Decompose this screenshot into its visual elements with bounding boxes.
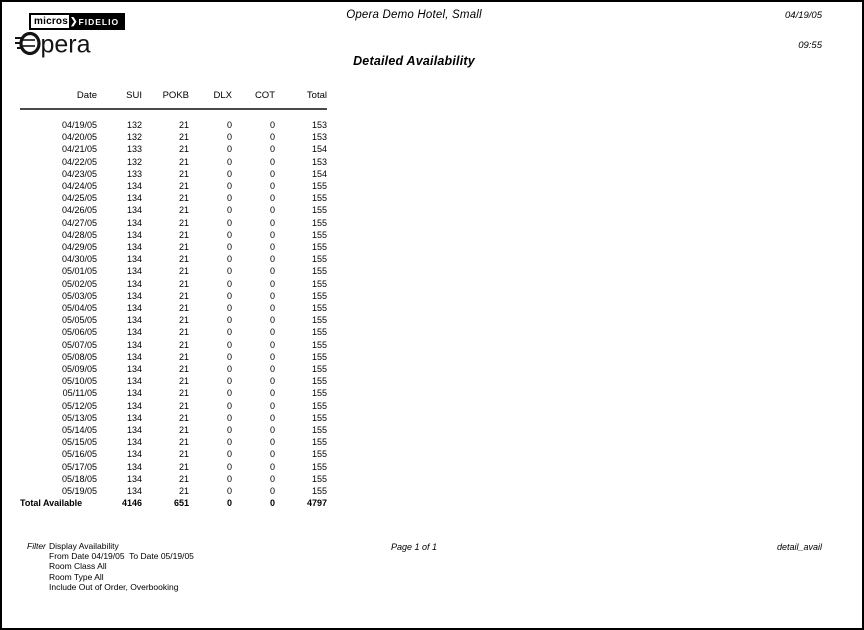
- table-row: [20, 229, 327, 241]
- value-cell: 134: [126, 229, 142, 240]
- value-cell: 0: [226, 217, 232, 228]
- value-cell: 155: [311, 193, 327, 204]
- date-cell: 05/03/05: [61, 290, 97, 301]
- value-cell: 21: [178, 315, 189, 326]
- value-cell: 0: [226, 278, 232, 289]
- page-title: Detailed Availability: [353, 54, 475, 68]
- value-cell: 134: [126, 364, 142, 375]
- value-cell: 0: [226, 254, 232, 265]
- value-cell: 155: [311, 205, 327, 216]
- value-cell: 21: [178, 132, 189, 143]
- total-row: [20, 497, 327, 509]
- availability-table: [20, 86, 327, 510]
- date-cell: 05/18/05: [61, 473, 97, 484]
- value-cell: 0: [269, 156, 275, 167]
- value-cell: 21: [178, 388, 189, 399]
- hotel-name: Opera Demo Hotel, Small: [346, 9, 482, 21]
- value-cell: 0: [269, 168, 275, 179]
- value-cell: 0: [226, 205, 232, 216]
- date-cell: 05/10/05: [61, 376, 97, 387]
- value-cell: 155: [311, 242, 327, 253]
- value-cell: 134: [126, 254, 142, 265]
- value-cell: 134: [126, 376, 142, 387]
- value-cell: 155: [311, 376, 327, 387]
- value-cell: 21: [178, 364, 189, 375]
- value-cell: 134: [126, 193, 142, 204]
- value-cell: 155: [311, 351, 327, 362]
- value-cell: 0: [269, 290, 275, 301]
- value-cell: 0: [226, 400, 232, 411]
- value-cell: 21: [178, 217, 189, 228]
- value-cell: 21: [178, 351, 189, 362]
- value-cell: 155: [311, 315, 327, 326]
- value-cell: 0: [226, 132, 232, 143]
- table-row: [20, 485, 327, 497]
- value-cell: 0: [269, 217, 275, 228]
- value-cell: 0: [269, 388, 275, 399]
- date-cell: 04/27/05: [61, 217, 97, 228]
- filter-line: Room Class All: [49, 561, 107, 572]
- value-cell: 134: [126, 351, 142, 362]
- column-header: Total: [275, 86, 327, 109]
- date-cell: 04/20/05: [61, 132, 97, 143]
- value-cell: 21: [178, 425, 189, 436]
- value-cell: 21: [178, 205, 189, 216]
- report-id: detail_avail: [776, 542, 822, 552]
- value-cell: 0: [226, 364, 232, 375]
- filter-line: Room Type All: [49, 571, 104, 582]
- value-cell: 21: [178, 473, 189, 484]
- value-cell: 0: [226, 461, 232, 472]
- value-cell: 21: [178, 156, 189, 167]
- value-cell: 21: [178, 376, 189, 387]
- date-cell: 04/21/05: [61, 144, 97, 155]
- value-cell: 21: [178, 339, 189, 350]
- value-cell: 0: [269, 205, 275, 216]
- value-cell: 155: [311, 461, 327, 472]
- value-cell: 0: [269, 120, 275, 130]
- date-cell: 05/12/05: [61, 400, 97, 411]
- value-cell: 21: [178, 229, 189, 240]
- value-cell: 134: [126, 278, 142, 289]
- value-cell: 0: [226, 168, 232, 179]
- value-cell: 0: [226, 376, 232, 387]
- date-cell: 05/05/05: [61, 315, 97, 326]
- value-cell: 155: [311, 400, 327, 411]
- value-cell: 153: [311, 132, 327, 143]
- micros-logo-text: micros: [31, 15, 69, 28]
- table-header-row: [20, 86, 327, 109]
- value-cell: 134: [126, 290, 142, 301]
- value-cell: 21: [178, 437, 189, 448]
- column-header: POKB: [142, 86, 189, 109]
- value-cell: 0: [226, 120, 232, 130]
- value-cell: 0: [269, 327, 275, 338]
- value-cell: 21: [178, 486, 189, 497]
- value-cell: 0: [226, 498, 232, 509]
- value-cell: 134: [126, 449, 142, 460]
- value-cell: 21: [178, 290, 189, 301]
- value-cell: 0: [269, 425, 275, 436]
- value-cell: 21: [178, 449, 189, 460]
- value-cell: 21: [178, 400, 189, 411]
- value-cell: 21: [178, 120, 189, 130]
- value-cell: 0: [269, 412, 275, 423]
- value-cell: 0: [226, 327, 232, 338]
- table-row: [20, 180, 327, 192]
- column-header: Date: [20, 86, 97, 109]
- report-time: 09:55: [798, 40, 822, 51]
- value-cell: 21: [178, 242, 189, 253]
- value-cell: 0: [226, 156, 232, 167]
- table-row: [20, 278, 327, 290]
- date-cell: 04/19/05: [61, 120, 97, 130]
- date-cell: 05/16/05: [61, 449, 97, 460]
- value-cell: 0: [226, 437, 232, 448]
- value-cell: 134: [126, 425, 142, 436]
- table-row: [20, 290, 327, 302]
- value-cell: 0: [226, 425, 232, 436]
- value-cell: 0: [269, 229, 275, 240]
- report-date: 04/19/05: [785, 10, 822, 21]
- value-cell: 0: [226, 449, 232, 460]
- value-cell: 0: [226, 242, 232, 253]
- value-cell: 154: [311, 144, 327, 155]
- value-cell: 134: [126, 400, 142, 411]
- value-cell: 133: [126, 168, 142, 179]
- value-cell: 0: [269, 181, 275, 192]
- filter-line: Include Out of Order, Overbooking: [49, 581, 179, 592]
- date-cell: 04/25/05: [61, 193, 97, 204]
- date-cell: 04/26/05: [61, 205, 97, 216]
- value-cell: 134: [126, 412, 142, 423]
- value-cell: 0: [269, 242, 275, 253]
- date-cell: 05/14/05: [61, 425, 97, 436]
- value-cell: 0: [269, 132, 275, 143]
- filter-line: Display Availability: [49, 541, 119, 551]
- value-cell: 134: [126, 461, 142, 472]
- value-cell: 132: [126, 120, 142, 130]
- value-cell: 21: [178, 266, 189, 277]
- value-cell: 4146: [121, 498, 142, 509]
- value-cell: 133: [126, 144, 142, 155]
- date-cell: 05/08/05: [61, 351, 97, 362]
- table-row: [20, 314, 327, 326]
- value-cell: 0: [226, 339, 232, 350]
- value-cell: 0: [269, 303, 275, 314]
- value-cell: 21: [178, 144, 189, 155]
- table-row: [20, 436, 327, 448]
- value-cell: 134: [126, 388, 142, 399]
- table-row: [20, 351, 327, 363]
- value-cell: 155: [311, 278, 327, 289]
- table-row: [20, 387, 327, 399]
- table-row: [20, 302, 327, 314]
- value-cell: 134: [126, 205, 142, 216]
- value-cell: 0: [269, 351, 275, 362]
- value-cell: 0: [269, 144, 275, 155]
- value-cell: 0: [269, 193, 275, 204]
- value-cell: 0: [269, 339, 275, 350]
- value-cell: 134: [126, 339, 142, 350]
- value-cell: 21: [178, 327, 189, 338]
- value-cell: 0: [269, 498, 275, 509]
- value-cell: 155: [311, 217, 327, 228]
- value-cell: 134: [126, 473, 142, 484]
- value-cell: 0: [269, 400, 275, 411]
- value-cell: 134: [126, 315, 142, 326]
- date-cell: 04/24/05: [61, 181, 97, 192]
- value-cell: 0: [269, 461, 275, 472]
- table-row: [20, 400, 327, 412]
- table-row: [20, 156, 327, 168]
- value-cell: 155: [311, 364, 327, 375]
- value-cell: 155: [311, 290, 327, 301]
- value-cell: 21: [178, 303, 189, 314]
- value-cell: 134: [126, 217, 142, 228]
- value-cell: 134: [126, 486, 142, 497]
- value-cell: 4797: [306, 498, 327, 509]
- table-row: [20, 363, 327, 375]
- filter-line: From Date 04/19/05 To Date 05/19/05: [49, 551, 194, 562]
- date-cell: 05/09/05: [61, 364, 97, 375]
- date-cell: 05/11/05: [62, 388, 97, 399]
- value-cell: 155: [311, 449, 327, 460]
- value-cell: 0: [226, 486, 232, 497]
- value-cell: 0: [269, 449, 275, 460]
- value-cell: 155: [311, 266, 327, 277]
- value-cell: 153: [311, 120, 327, 130]
- date-cell: 04/29/05: [61, 242, 97, 253]
- value-cell: 155: [311, 181, 327, 192]
- value-cell: 155: [311, 425, 327, 436]
- date-cell: 05/04/05: [61, 303, 97, 314]
- availability-table-body: [20, 109, 327, 510]
- date-cell: 05/07/05: [61, 339, 97, 350]
- value-cell: 134: [126, 437, 142, 448]
- value-cell: 155: [311, 229, 327, 240]
- date-cell: 05/06/05: [61, 327, 97, 338]
- column-header: COT: [232, 86, 275, 109]
- table-row: [20, 143, 327, 155]
- table-row: [20, 109, 327, 131]
- table-row: [20, 168, 327, 180]
- value-cell: 0: [226, 351, 232, 362]
- value-cell: 0: [226, 144, 232, 155]
- date-cell: 04/22/05: [61, 156, 97, 167]
- value-cell: 0: [226, 181, 232, 192]
- value-cell: 0: [226, 412, 232, 423]
- value-cell: 155: [311, 327, 327, 338]
- column-header: SUI: [97, 86, 142, 109]
- value-cell: 21: [178, 278, 189, 289]
- value-cell: 134: [126, 327, 142, 338]
- column-header: DLX: [189, 86, 232, 109]
- table-row: [20, 241, 327, 253]
- value-cell: 0: [226, 229, 232, 240]
- value-cell: 134: [126, 303, 142, 314]
- value-cell: 21: [178, 254, 189, 265]
- table-row: [20, 326, 327, 338]
- value-cell: 651: [173, 498, 189, 509]
- date-cell: 05/02/05: [61, 278, 97, 289]
- value-cell: 0: [269, 278, 275, 289]
- table-row: [20, 424, 327, 436]
- value-cell: 0: [269, 364, 275, 375]
- fidelio-logo-text: FIDELIO: [78, 15, 124, 28]
- value-cell: 21: [178, 168, 189, 179]
- value-cell: 154: [311, 168, 327, 179]
- table-row: [20, 461, 327, 473]
- value-cell: 155: [311, 254, 327, 265]
- value-cell: 0: [269, 376, 275, 387]
- value-cell: 155: [311, 473, 327, 484]
- table-row: [20, 253, 327, 265]
- date-cell: Total Available: [20, 498, 83, 509]
- filter-label: Filter: [27, 541, 46, 551]
- table-row: [20, 192, 327, 204]
- value-cell: 0: [226, 388, 232, 399]
- value-cell: 0: [269, 486, 275, 497]
- table-row: [20, 375, 327, 387]
- date-cell: 05/17/05: [61, 461, 97, 472]
- date-cell: 05/15/05: [61, 437, 97, 448]
- value-cell: 134: [126, 242, 142, 253]
- value-cell: 0: [269, 266, 275, 277]
- value-cell: 0: [226, 473, 232, 484]
- table-row: [20, 131, 327, 143]
- table-row: [20, 412, 327, 424]
- value-cell: 134: [126, 181, 142, 192]
- value-cell: 153: [311, 156, 327, 167]
- value-cell: 155: [311, 412, 327, 423]
- value-cell: 0: [269, 473, 275, 484]
- date-cell: 04/23/05: [61, 168, 97, 179]
- value-cell: 21: [178, 193, 189, 204]
- table-row: [20, 448, 327, 460]
- value-cell: 155: [311, 339, 327, 350]
- opera-logo-word: pera: [40, 30, 91, 59]
- value-cell: 0: [226, 266, 232, 277]
- value-cell: 132: [126, 132, 142, 143]
- table-row: [20, 265, 327, 277]
- value-cell: 21: [178, 461, 189, 472]
- table-row: [20, 217, 327, 229]
- value-cell: 134: [126, 266, 142, 277]
- value-cell: 0: [226, 303, 232, 314]
- chevron-right-icon: ❯: [70, 16, 78, 26]
- date-cell: 04/30/05: [61, 254, 97, 265]
- value-cell: 155: [311, 486, 327, 497]
- value-cell: 0: [226, 290, 232, 301]
- date-cell: 05/19/05: [61, 486, 97, 497]
- table-row: [20, 473, 327, 485]
- date-cell: 05/13/05: [61, 412, 97, 423]
- value-cell: 155: [311, 303, 327, 314]
- value-cell: 0: [269, 437, 275, 448]
- value-cell: 21: [178, 412, 189, 423]
- value-cell: 0: [269, 315, 275, 326]
- value-cell: 132: [126, 156, 142, 167]
- date-cell: 04/28/05: [61, 229, 97, 240]
- value-cell: 0: [226, 315, 232, 326]
- value-cell: 0: [226, 193, 232, 204]
- page-number: Page 1 of 1: [390, 542, 438, 552]
- table-row: [20, 339, 327, 351]
- value-cell: 21: [178, 181, 189, 192]
- date-cell: 05/01/05: [61, 266, 97, 277]
- value-cell: 155: [311, 437, 327, 448]
- table-row: [20, 204, 327, 216]
- value-cell: 155: [311, 388, 327, 399]
- value-cell: 0: [269, 254, 275, 265]
